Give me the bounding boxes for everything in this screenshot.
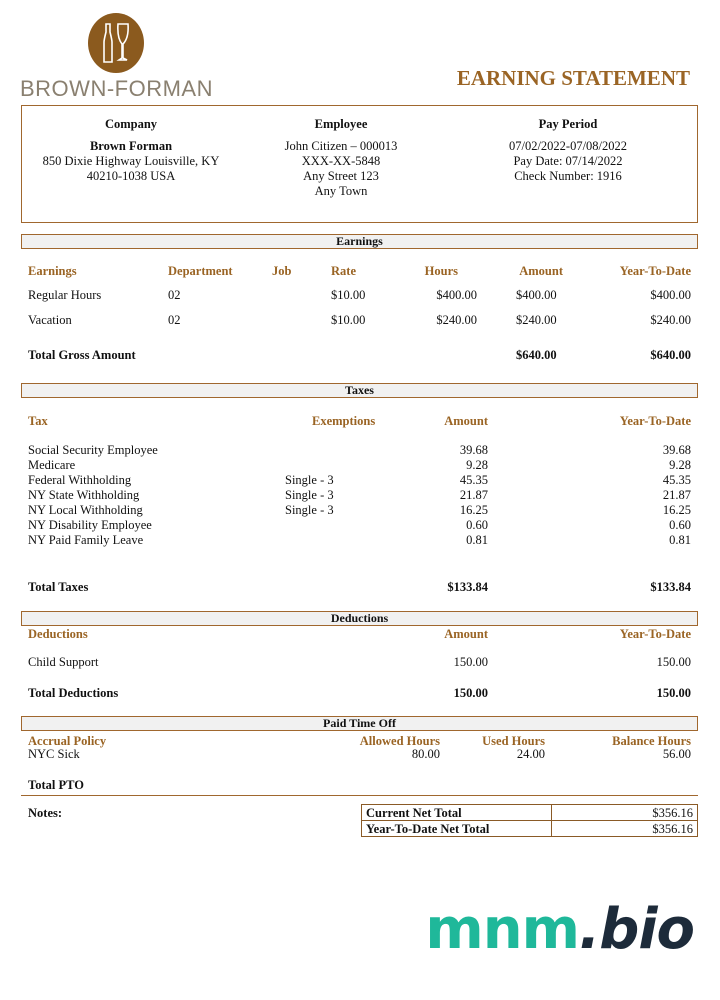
col-ytd: Year-To-Date — [619, 264, 691, 278]
bottle-glass-logo-icon — [87, 12, 145, 74]
tax-amount: 21.87 — [459, 488, 488, 502]
col-amount: Amount — [444, 627, 488, 641]
employee-name: John Citizen – 000013 — [284, 139, 398, 153]
taxes-header-row — [0, 414, 720, 430]
current-net-row — [362, 805, 698, 821]
total-deductions-ytd: 150.00 — [656, 686, 691, 700]
earning-ytd: $400.00 — [650, 288, 691, 302]
pay-period-heading: Pay Period — [538, 117, 598, 131]
total-deductions-label: Total Deductions — [28, 686, 119, 700]
employee-town: Any Town — [314, 184, 368, 198]
deduction-ytd: 150.00 — [656, 655, 691, 669]
tax-ytd: 21.87 — [662, 488, 691, 502]
earning-rate: $10.00 — [331, 288, 366, 302]
earning-amount: $240.00 — [516, 313, 557, 327]
tax-ytd: 0.60 — [669, 518, 691, 532]
earning-type: Regular Hours — [28, 288, 102, 302]
tax-name: NY Disability Employee — [28, 518, 152, 532]
earning-department: 02 — [168, 313, 181, 327]
tax-exemptions: Single - 3 — [285, 473, 334, 487]
pto-policy: NYC Sick — [28, 747, 80, 761]
pto-allowed: 80.00 — [411, 747, 440, 761]
ytd-net-row — [362, 821, 698, 837]
tax-ytd: 16.25 — [662, 503, 691, 517]
company-name: Brown Forman — [89, 139, 173, 153]
company-address: 850 Dixie Highway Louisville, KY — [42, 154, 220, 168]
tax-name: Federal Withholding — [28, 473, 132, 487]
logo-text: BROWN-FORMAN — [20, 76, 213, 101]
employee-ssn: XXX-XX-5848 — [301, 154, 381, 168]
employee-heading: Employee — [314, 117, 368, 131]
pto-row — [0, 747, 720, 763]
tax-row — [0, 473, 720, 489]
pay-period-block — [460, 117, 676, 184]
col-allowed-hours: Allowed Hours — [359, 734, 440, 748]
current-net-value: $356.16 — [552, 805, 698, 821]
earnings-section-bar: Earnings — [21, 234, 698, 249]
tax-exemptions: Single - 3 — [285, 488, 334, 502]
net-totals-table — [361, 804, 698, 837]
divider — [21, 795, 698, 796]
earnings-header-row — [0, 264, 720, 280]
current-net-label: Current Net Total — [362, 805, 552, 821]
col-earnings: Earnings — [28, 264, 77, 278]
tax-name: Medicare — [28, 458, 76, 472]
col-job: Job — [272, 264, 292, 278]
col-balance-hours: Balance Hours — [612, 734, 691, 748]
total-gross-ytd: $640.00 — [650, 348, 691, 362]
tax-amount: 0.81 — [466, 533, 488, 547]
tax-name: NY Local Withholding — [28, 503, 143, 517]
tax-exemptions: Single - 3 — [285, 503, 334, 517]
total-taxes-label: Total Taxes — [28, 580, 89, 594]
company-heading: Company — [104, 117, 158, 131]
tax-ytd: 0.81 — [669, 533, 691, 547]
col-accrual-policy: Accrual Policy — [28, 734, 107, 748]
watermark-part2: .bio — [578, 897, 694, 962]
tax-row — [0, 458, 720, 474]
employee-street: Any Street 123 — [303, 169, 379, 183]
col-deductions: Deductions — [28, 627, 88, 641]
pto-total-row — [0, 778, 720, 794]
page-title: EARNING STATEMENT — [456, 66, 690, 90]
pto-used: 24.00 — [516, 747, 545, 761]
tax-row — [0, 488, 720, 504]
tax-amount: 0.60 — [466, 518, 488, 532]
tax-amount: 39.68 — [459, 443, 488, 457]
tax-ytd: 45.35 — [662, 473, 691, 487]
tax-ytd: 9.28 — [669, 458, 691, 472]
col-ytd: Year-To-Date — [619, 414, 691, 428]
company-block — [21, 117, 241, 184]
employee-block — [241, 117, 441, 199]
tax-row — [0, 518, 720, 534]
deductions-section-bar: Deductions — [21, 611, 698, 626]
col-hours: Hours — [424, 264, 458, 278]
earnings-total-row — [0, 348, 720, 364]
pay-period-range: 07/02/2022-07/08/2022 — [508, 139, 628, 153]
tax-amount: 9.28 — [466, 458, 488, 472]
earning-department: 02 — [168, 288, 181, 302]
tax-row — [0, 533, 720, 549]
deduction-name: Child Support — [28, 655, 99, 669]
earning-type: Vacation — [28, 313, 72, 327]
ytd-net-label: Year-To-Date Net Total — [362, 821, 552, 837]
taxes-section-bar: Taxes — [21, 383, 698, 398]
tax-amount: 16.25 — [459, 503, 488, 517]
tax-row — [0, 443, 720, 459]
deduction-amount: 150.00 — [453, 655, 488, 669]
deduction-row — [0, 655, 720, 671]
col-exemptions: Exemptions — [312, 414, 376, 428]
earning-amount: $400.00 — [516, 288, 557, 302]
tax-name: NY Paid Family Leave — [28, 533, 144, 547]
total-deductions-amount: 150.00 — [453, 686, 488, 700]
total-pto-label: Total PTO — [28, 778, 84, 792]
tax-name: Social Security Employee — [28, 443, 158, 457]
company-address-2: 40210-1038 USA — [86, 169, 176, 183]
watermark — [425, 895, 694, 965]
notes-label: Notes: — [28, 806, 63, 820]
deductions-total-row — [0, 686, 720, 702]
pay-date: Pay Date: 07/14/2022 — [513, 154, 623, 168]
check-number: Check Number: 1916 — [514, 169, 622, 183]
tax-ytd: 39.68 — [662, 443, 691, 457]
col-rate: Rate — [331, 264, 356, 278]
col-amount: Amount — [519, 264, 563, 278]
col-tax: Tax — [28, 414, 48, 428]
earning-hours: $240.00 — [436, 313, 477, 327]
deductions-header-row — [0, 627, 720, 643]
tax-name: NY State Withholding — [28, 488, 140, 502]
ytd-net-value: $356.16 — [552, 821, 698, 837]
total-taxes-amount: $133.84 — [447, 580, 488, 594]
brand-logo — [20, 10, 215, 100]
total-taxes-ytd: $133.84 — [650, 580, 691, 594]
pto-section-bar: Paid Time Off — [21, 716, 698, 731]
watermark-part1: mnm — [425, 897, 579, 962]
col-amount: Amount — [444, 414, 488, 428]
earning-rate: $10.00 — [331, 313, 366, 327]
col-ytd: Year-To-Date — [619, 627, 691, 641]
total-gross-amount: $640.00 — [516, 348, 557, 362]
earning-ytd: $240.00 — [650, 313, 691, 327]
col-used-hours: Used Hours — [482, 734, 545, 748]
taxes-total-row — [0, 580, 720, 596]
tax-amount: 45.35 — [459, 473, 488, 487]
earnings-row — [0, 288, 720, 304]
tax-row — [0, 503, 720, 519]
earning-hours: $400.00 — [436, 288, 477, 302]
col-department: Department — [168, 264, 233, 278]
earnings-row — [0, 313, 720, 329]
pto-balance: 56.00 — [662, 747, 691, 761]
total-gross-label: Total Gross Amount — [28, 348, 136, 362]
